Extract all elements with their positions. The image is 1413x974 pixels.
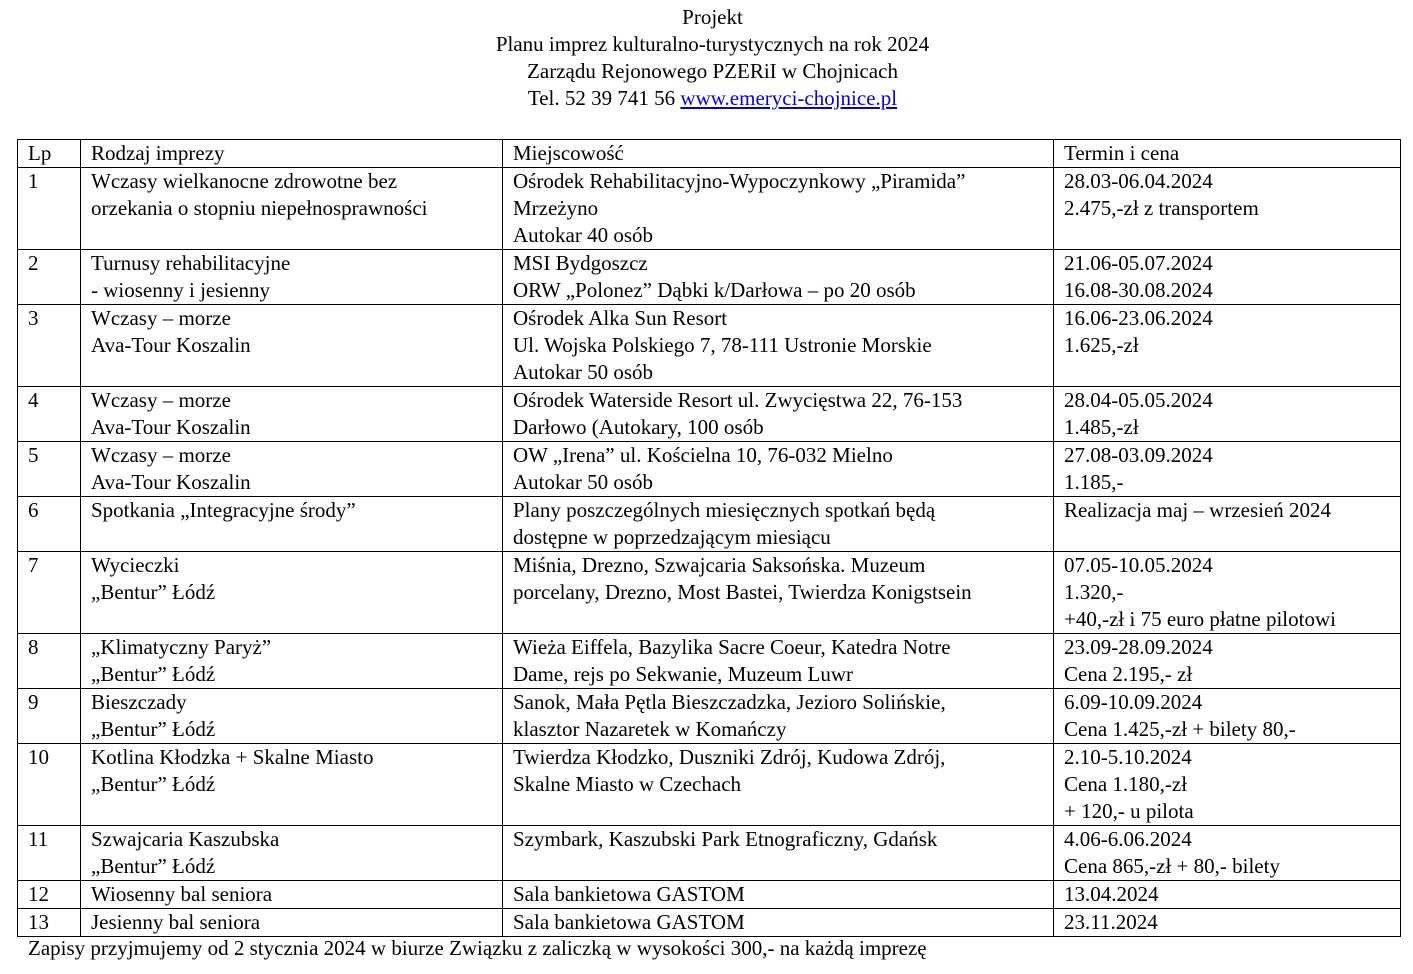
cell-line: Autokar 50 osób	[513, 470, 653, 494]
table-row	[18, 744, 1401, 826]
cell-line: Skalne Miasto w Czechach	[513, 772, 742, 796]
cell-line: Wieża Eiffela, Bazylika Sacre Coeur, Katedra Notre	[513, 635, 951, 659]
cell-termin	[1054, 689, 1401, 744]
cell-rodzaj	[81, 250, 503, 305]
cell-line: „Bentur” Łódź	[91, 717, 216, 741]
table-row	[18, 634, 1401, 689]
cell-line: Cena 2.195,- zł	[1064, 662, 1193, 686]
cell-line: „Bentur” Łódź	[91, 772, 216, 796]
column-header-rodzaj: Rodzaj imprezy	[81, 140, 503, 168]
cell-rodzaj	[81, 744, 503, 826]
cell-line: dostępne w poprzedzającym miesiącu	[513, 525, 831, 549]
cell-lp: 10	[18, 744, 81, 826]
cell-lp: 4	[18, 387, 81, 442]
cell-lp: 7	[18, 552, 81, 634]
cell-line: 4.06-6.06.2024	[1064, 827, 1192, 851]
table-body	[18, 168, 1401, 937]
cell-line: Spotkania „Integracyjne środy”	[91, 498, 356, 522]
cell-line: Ava-Tour Koszalin	[91, 333, 251, 357]
cell-line: 2.10-5.10.2024	[1064, 745, 1192, 769]
cell-lp: 5	[18, 442, 81, 497]
cell-line: Ośrodek Alka Sun Resort	[513, 306, 728, 330]
cell-miejsce	[503, 387, 1054, 442]
cell-miejsce	[503, 634, 1054, 689]
document-title: Planu imprez kulturalno-turystycznych na rok 2024	[495, 32, 930, 56]
cell-line: Wczasy – morze	[91, 388, 231, 412]
cell-line: Ośrodek Rehabilitacyjno-Wypoczynkowy „Piramida”	[513, 169, 966, 193]
cell-rodzaj	[81, 909, 503, 937]
cell-miejsce	[503, 497, 1054, 552]
cell-miejsce	[503, 744, 1054, 826]
cell-line: Dame, rejs po Sekwanie, Muzeum Luwr	[513, 662, 853, 686]
column-header-termin: Termin i cena	[1054, 140, 1401, 168]
table-header-row	[18, 140, 1401, 168]
table-row	[18, 909, 1401, 937]
cell-line: „Bentur” Łódź	[91, 662, 216, 686]
cell-rodzaj	[81, 689, 503, 744]
cell-miejsce	[503, 442, 1054, 497]
cell-lp: 13	[18, 909, 81, 937]
cell-line: Ul. Wojska Polskiego 7, 78-111 Ustronie Morskie	[513, 333, 932, 357]
table-row	[18, 168, 1401, 250]
cell-lp: 9	[18, 689, 81, 744]
cell-line: Ava-Tour Koszalin	[91, 470, 251, 494]
cell-line: 28.04-05.05.2024	[1064, 388, 1213, 412]
column-header-lp: Lp	[18, 140, 81, 168]
cell-line: Twierdza Kłodzko, Duszniki Zdrój, Kudowa Zdrój,	[513, 745, 946, 769]
cell-line: Realizacja maj – wrzesień 2024	[1064, 498, 1332, 522]
cell-line: 1.625,-zł	[1064, 333, 1139, 357]
organization-name: Zarządu Rejonowego PZERiI w Chojnicach	[527, 59, 898, 83]
cell-lp: 12	[18, 881, 81, 909]
contact-line	[0, 85, 1413, 112]
cell-lp: 8	[18, 634, 81, 689]
table-row	[18, 250, 1401, 305]
cell-line: +40,-zł i 75 euro płatne pilotowi	[1064, 607, 1336, 631]
cell-line: 13.04.2024	[1064, 882, 1159, 906]
cell-line: Ośrodek Waterside Resort ul. Zwycięstwa 22, 76-153	[513, 388, 963, 412]
cell-termin	[1054, 305, 1401, 387]
column-header-miejscowosc: Miejscowość	[503, 140, 1054, 168]
document-header	[0, 4, 1413, 112]
cell-line: 1.320,-	[1064, 580, 1124, 604]
table-row	[18, 442, 1401, 497]
cell-line: „Bentur” Łódź	[91, 854, 216, 878]
cell-line: orzekania o stopniu niepełnosprawności	[91, 196, 428, 220]
table-row	[18, 826, 1401, 881]
cell-line: porcelany, Drezno, Most Bastei, Twierdza Konigstsein	[513, 580, 972, 604]
cell-line: Wczasy – morze	[91, 443, 231, 467]
cell-line: 23.09-28.09.2024	[1064, 635, 1213, 659]
cell-termin	[1054, 881, 1401, 909]
table-row	[18, 552, 1401, 634]
cell-miejsce	[503, 168, 1054, 250]
cell-line: 16.08-30.08.2024	[1064, 278, 1213, 302]
cell-lp: 2	[18, 250, 81, 305]
cell-line: Sanok, Mała Pętla Bieszczadzka, Jezioro Solińskie,	[513, 690, 946, 714]
cell-rodzaj	[81, 387, 503, 442]
phone-number: Tel. 52 39 741 56	[527, 86, 676, 110]
cell-line: Miśnia, Drezno, Szwajcaria Saksońska. Muzeum	[513, 553, 926, 577]
cell-termin	[1054, 826, 1401, 881]
cell-line: „Bentur” Łódź	[91, 580, 216, 604]
cell-rodzaj	[81, 826, 503, 881]
cell-miejsce	[503, 909, 1054, 937]
cell-rodzaj	[81, 168, 503, 250]
cell-line: „Klimatyczny Paryż”	[91, 635, 272, 659]
cell-line: 28.03-06.04.2024	[1064, 169, 1213, 193]
cell-termin	[1054, 442, 1401, 497]
cell-line: Ava-Tour Koszalin	[91, 415, 251, 439]
cell-line: Turnusy rehabilitacyjne	[91, 251, 291, 275]
cell-line: Cena 865,-zł + 80,- bilety	[1064, 854, 1280, 878]
cell-line: Szymbark, Kaszubski Park Etnograficzny, Gdańsk	[513, 827, 938, 851]
cell-line: Darłowo (Autokary, 100 osób	[513, 415, 764, 439]
cell-miejsce	[503, 881, 1054, 909]
cell-rodzaj	[81, 442, 503, 497]
cell-line: 6.09-10.09.2024	[1064, 690, 1203, 714]
cell-line: Cena 1.425,-zł + bilety 80,-	[1064, 717, 1296, 741]
cell-line: + 120,- u pilota	[1064, 799, 1194, 823]
cell-line: Sala bankietowa GASTOM	[513, 910, 745, 934]
cell-miejsce	[503, 689, 1054, 744]
table-row	[18, 387, 1401, 442]
cell-line: 27.08-03.09.2024	[1064, 443, 1213, 467]
cell-line: Plany poszczególnych miesięcznych spotkań będą	[513, 498, 936, 522]
website-link[interactable]: www.emeryci-chojnice.pl	[680, 86, 898, 110]
cell-line: Wczasy wielkanocne zdrowotne bez	[91, 169, 398, 193]
cell-rodzaj	[81, 497, 503, 552]
cell-rodzaj	[81, 552, 503, 634]
cell-lp: 3	[18, 305, 81, 387]
cell-line: Szwajcaria Kaszubska	[91, 827, 280, 851]
cell-termin	[1054, 250, 1401, 305]
footer-note: Zapisy przyjmujemy od 2 stycznia 2024 w biurze Związku z zaliczką w wysokości 300,- na każdą imprezę	[28, 936, 927, 960]
cell-line: Autokar 40 osób	[513, 223, 653, 247]
cell-line: ORW „Polonez” Dąbki k/Darłowa – po 20 osób	[513, 278, 916, 302]
cell-line: Wiosenny bal seniora	[91, 882, 273, 906]
cell-line: 07.05-10.05.2024	[1064, 553, 1213, 577]
cell-rodzaj	[81, 305, 503, 387]
table-row	[18, 305, 1401, 387]
cell-line: 2.475,-zł z transportem	[1064, 196, 1259, 220]
cell-miejsce	[503, 826, 1054, 881]
cell-termin	[1054, 168, 1401, 250]
cell-line: 16.06-23.06.2024	[1064, 306, 1213, 330]
cell-lp: 6	[18, 497, 81, 552]
cell-termin	[1054, 744, 1401, 826]
cell-termin	[1054, 634, 1401, 689]
cell-termin	[1054, 552, 1401, 634]
cell-line: Sala bankietowa GASTOM	[513, 882, 745, 906]
cell-line: Mrzeżyno	[513, 196, 599, 220]
cell-line: 23.11.2024	[1064, 910, 1158, 934]
cell-line: Kotlina Kłodzka + Skalne Miasto	[91, 745, 374, 769]
header-label: Projekt	[682, 5, 743, 29]
cell-line: Wczasy – morze	[91, 306, 231, 330]
cell-line: Cena 1.180,-zł	[1064, 772, 1188, 796]
cell-line: 21.06-05.07.2024	[1064, 251, 1213, 275]
table-row	[18, 497, 1401, 552]
cell-line: klasztor Nazaretek w Komańczy	[513, 717, 787, 741]
cell-miejsce	[503, 250, 1054, 305]
table-row	[18, 881, 1401, 909]
cell-line: Bieszczady	[91, 690, 187, 714]
cell-line: Wycieczki	[91, 553, 180, 577]
cell-termin	[1054, 909, 1401, 937]
cell-lp: 1	[18, 168, 81, 250]
events-table	[17, 139, 1401, 937]
cell-line: OW „Irena” ul. Kościelna 10, 76-032 Mielno	[513, 443, 893, 467]
cell-line: - wiosenny i jesienny	[91, 278, 271, 302]
cell-lp: 11	[18, 826, 81, 881]
cell-miejsce	[503, 305, 1054, 387]
cell-line: 1.485,-zł	[1064, 415, 1139, 439]
cell-termin	[1054, 497, 1401, 552]
cell-rodzaj	[81, 881, 503, 909]
cell-rodzaj	[81, 634, 503, 689]
table-row	[18, 689, 1401, 744]
cell-line: Autokar 50 osób	[513, 360, 653, 384]
cell-line: Jesienny bal seniora	[91, 910, 261, 934]
cell-miejsce	[503, 552, 1054, 634]
cell-line: 1.185,-	[1064, 470, 1124, 494]
cell-line: MSI Bydgoszcz	[513, 251, 648, 275]
cell-termin	[1054, 387, 1401, 442]
